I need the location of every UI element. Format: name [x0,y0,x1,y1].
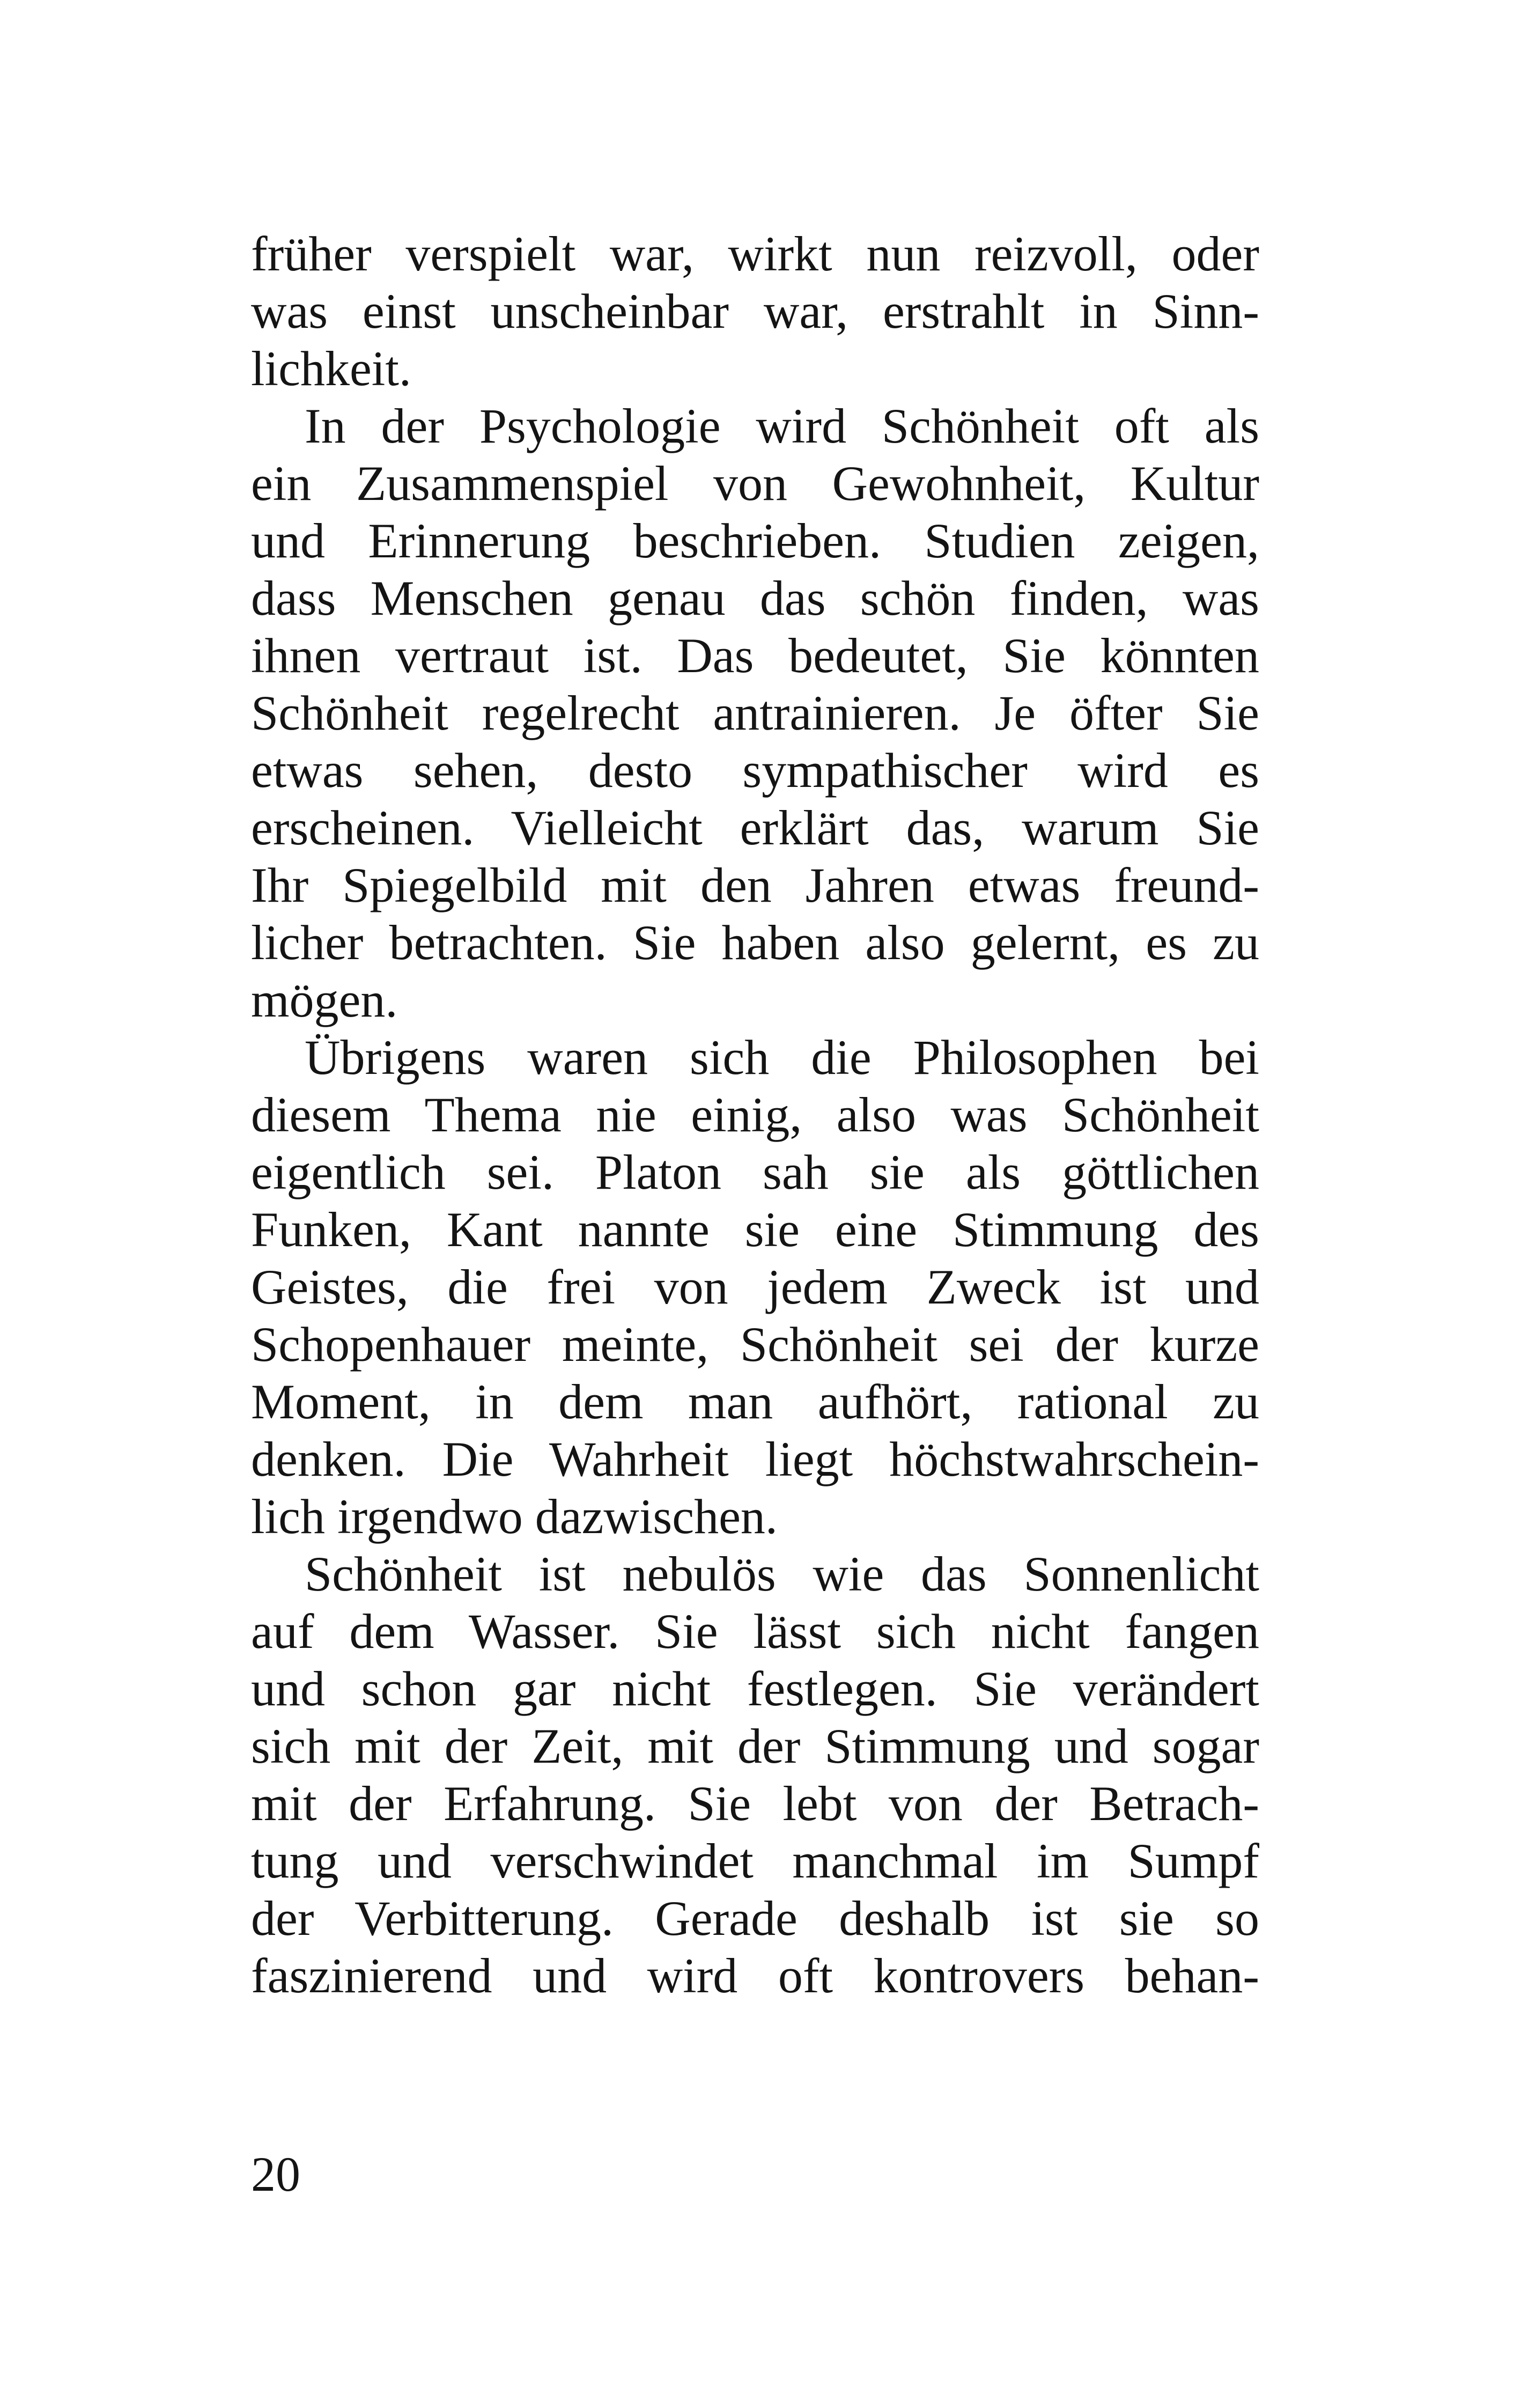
page-body-text [251,225,1259,2005]
text-line: mit der Erfahrung. Sie lebt von der Betrach- [251,1776,1259,1831]
text-line: und schon gar nicht festlegen. Sie verändert [251,1661,1259,1716]
text-line: faszinierend und wird oft kontrovers behan- [251,1948,1259,2003]
text-line: sich mit der Zeit, mit der Stimmung und sogar [251,1719,1259,1773]
text-line: Ihr Spiegelbild mit den Jahren etwas freund- [251,858,1259,912]
text-line: und Erinnerung beschrieben. Studien zeigen, [251,513,1259,568]
text-line: mögen. [251,973,398,1027]
text-line: tung und verschwindet manchmal im Sumpf [251,1833,1259,1888]
text-line: Schönheit ist nebulös wie das Sonnenlicht [305,1547,1259,1601]
text-line: erscheinen. Vielleicht erklärt das, warum Sie [251,800,1259,855]
text-line: lichkeit. [251,341,411,396]
text-line: Übrigens waren sich die Philosophen bei [305,1030,1259,1085]
text-line: früher verspielt war, wirkt nun reizvoll, oder [251,226,1259,281]
text-line: etwas sehen, desto sympathischer wird es [251,743,1259,798]
text-line: diesem Thema nie einig, also was Schönheit [251,1087,1259,1142]
text-line: Geistes, die frei von jedem Zweck ist und [251,1260,1259,1314]
text-line: ihnen vertraut ist. Das bedeutet, Sie könnten [251,628,1259,683]
text-line: denken. Die Wahrheit liegt höchstwahrschein- [251,1432,1259,1486]
text-line: Schönheit regelrecht antrainieren. Je öfter Sie [251,686,1259,740]
page-number: 20 [251,2147,300,2201]
text-line: was einst unscheinbar war, erstrahlt in Sinn- [251,284,1259,338]
text-line: Funken, Kant nannte sie eine Stimmung des [251,1202,1259,1257]
text-line: Schopenhauer meinte, Schönheit sei der kurze [251,1317,1259,1372]
text-line: licher betrachten. Sie haben also gelernt, es zu [251,915,1259,970]
text-line: lich irgendwo dazwischen. [251,1489,778,1544]
text-line: Moment, in dem man aufhört, rational zu [251,1374,1259,1429]
text-line: In der Psychologie wird Schönheit oft als [305,399,1259,453]
text-line: eigentlich sei. Platon sah sie als göttlichen [251,1145,1259,1199]
text-line: auf dem Wasser. Sie lässt sich nicht fangen [251,1604,1259,1659]
text-line: ein Zusammenspiel von Gewohnheit, Kultur [251,456,1259,511]
text-line: der Verbitterung. Gerade deshalb ist sie so [251,1891,1259,1946]
text-line: dass Menschen genau das schön finden, was [251,571,1259,625]
